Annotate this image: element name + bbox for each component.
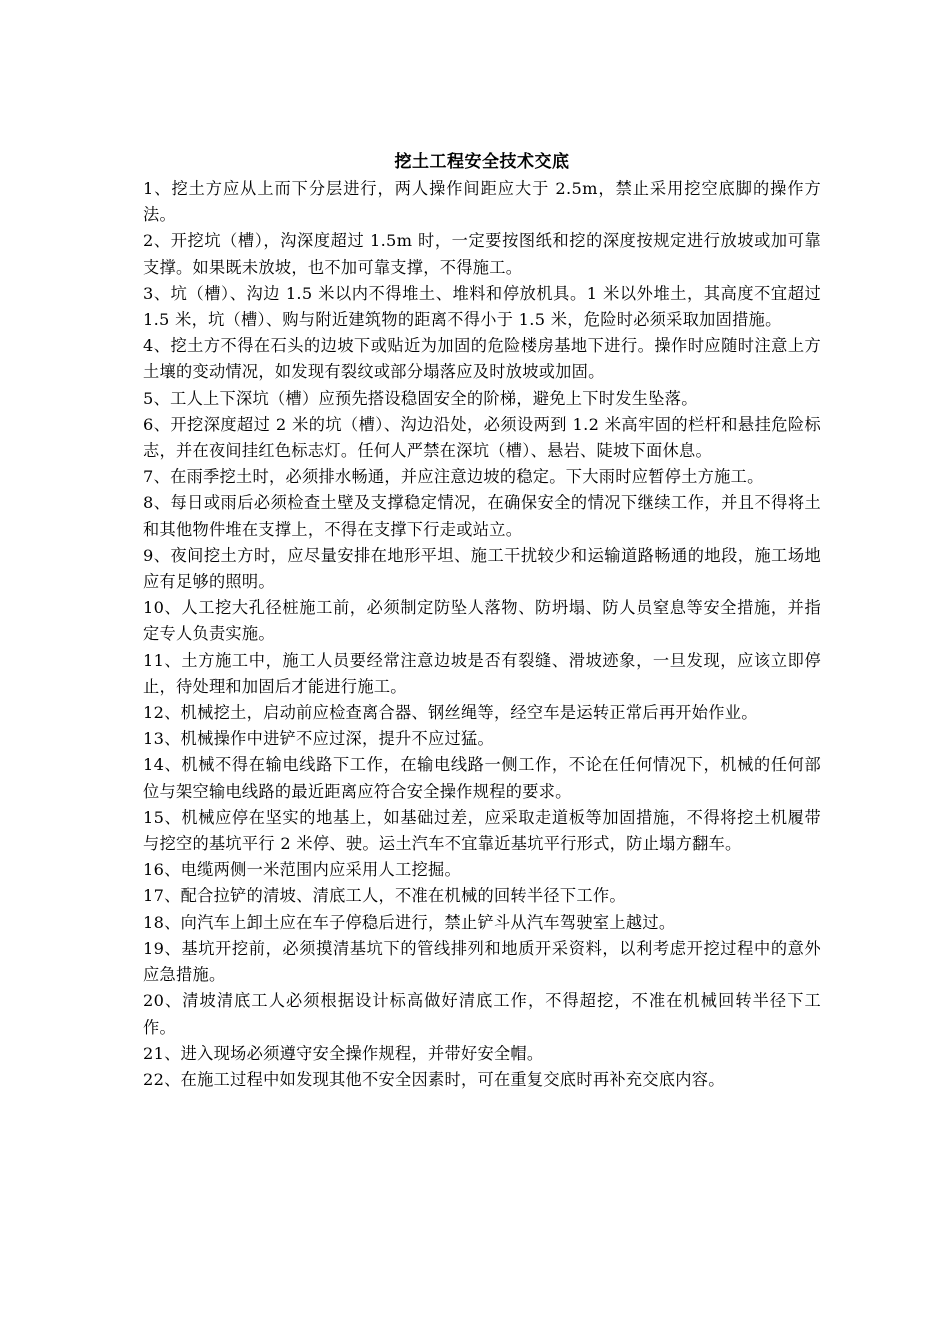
safety-item-19: 19、基坑开挖前，必须摸清基坑下的管线排列和地质开采资料，以利考虑开挖过程中的意外应急措施。 — [143, 938, 821, 985]
safety-item-16: 16、电缆两侧一米范围内应采用人工挖掘。 — [143, 860, 461, 880]
safety-item-7: 7、在雨季挖土时，必须排水畅通，并应注意边坡的稳定。下大雨时应暂停土方施工。 — [143, 467, 764, 487]
safety-item-17: 17、配合拉铲的清坡、清底工人，不准在机械的回转半径下工作。 — [143, 886, 626, 906]
safety-item-1: 1、挖土方应从上而下分层进行，两人操作间距应大于 2.5m，禁止采用挖空底脚的操作方法。 — [143, 179, 821, 225]
document-page — [143, 148, 821, 1093]
safety-item-9: 9、夜间挖土方时，应尽量安排在地形平坦、施工干扰较少和运输道路畅通的地段，施工场地应有足够的照明。 — [143, 545, 821, 592]
safety-item-10: 10、人工挖大孔径桩施工前，必须制定防坠人落物、防坍塌、防人员窒息等安全措施，并指定专人负责实施。 — [143, 598, 821, 644]
safety-item-13: 13、机械操作中进铲不应过深，提升不应过猛。 — [143, 729, 494, 749]
safety-item-5: 5、工人上下深坑（槽）应预先搭设稳固安全的阶梯，避免上下时发生坠落。 — [143, 388, 698, 408]
safety-item-6: 6、开挖深度超过 2 米的坑（槽）、沟边沿处，必须设两到 1.2 米高牢固的栏杆和悬挂危险标志，并在夜间挂红色标志灯。任何人严禁在深坑（槽）、悬岩、陡坡下面休息。 — [143, 414, 821, 461]
safety-item-21: 21、进入现场必须遵守安全操作规程，并带好安全帽。 — [143, 1043, 544, 1063]
safety-item-8: 8、每日或雨后必须检查土壁及支撑稳定情况，在确保安全的情况下继续工作，并且不得将土和其他物件堆在支撑上，不得在支撑下行走或站立。 — [143, 493, 821, 539]
safety-item-22: 22、在施工过程中如发现其他不安全因素时，可在重复交底时再补充交底内容。 — [143, 1069, 725, 1089]
safety-item-4: 4、挖土方不得在石头的边坡下或贴近为加固的危险楼房基地下进行。操作时应随时注意上方土壤的变动情况，如发现有裂纹或部分塌落应及时放坡或加固。 — [143, 336, 821, 382]
safety-item-18: 18、向汽车上卸土应在车子停稳后进行，禁止铲斗从汽车驾驶室上越过。 — [143, 912, 676, 932]
safety-item-14: 14、机械不得在输电线路下工作，在输电线路一侧工作，不论在任何情况下，机械的任何部位与架空输电线路的最近距离应符合安全操作规程的要求。 — [143, 755, 821, 801]
safety-item-2: 2、开挖坑（槽），沟深度超过 1.5m 时，一定要按图纸和挖的深度按规定进行放坡或加可靠支撑。如果既未放坡，也不加可靠支撑，不得施工。 — [143, 231, 821, 277]
safety-item-20: 20、清坡清底工人必须根据设计标高做好清底工作，不得超挖，不准在机械回转半径下工作。 — [143, 991, 821, 1037]
safety-item-list — [143, 176, 821, 1093]
safety-item-3: 3、坑（槽）、沟边 1.5 米以内不得堆土、堆料和停放机具。1 米以外堆土，其高度不宜超过 1.5 米，坑（槽）、购与附近建筑物的距离不得小于 1.5 米，危险时必须采取加固措施。 — [143, 283, 821, 330]
safety-item-12: 12、机械挖土，启动前应检查离合器、钢丝绳等，经空车是运转正常后再开始作业。 — [143, 703, 758, 723]
safety-item-11: 11、土方施工中，施工人员要经常注意边坡是否有裂缝、滑坡迹象，一旦发现，应该立即停止，待处理和加固后才能进行施工。 — [143, 650, 821, 696]
safety-item-15: 15、机械应停在坚实的地基上，如基础过差，应采取走道板等加固措施，不得将挖土机履带与挖空的基坑平行 2 米停、驶。运土汽车不宜靠近基坑平行形式，防止塌方翻车。 — [143, 807, 821, 854]
document-title: 挖土工程安全技术交底 — [394, 152, 570, 172]
